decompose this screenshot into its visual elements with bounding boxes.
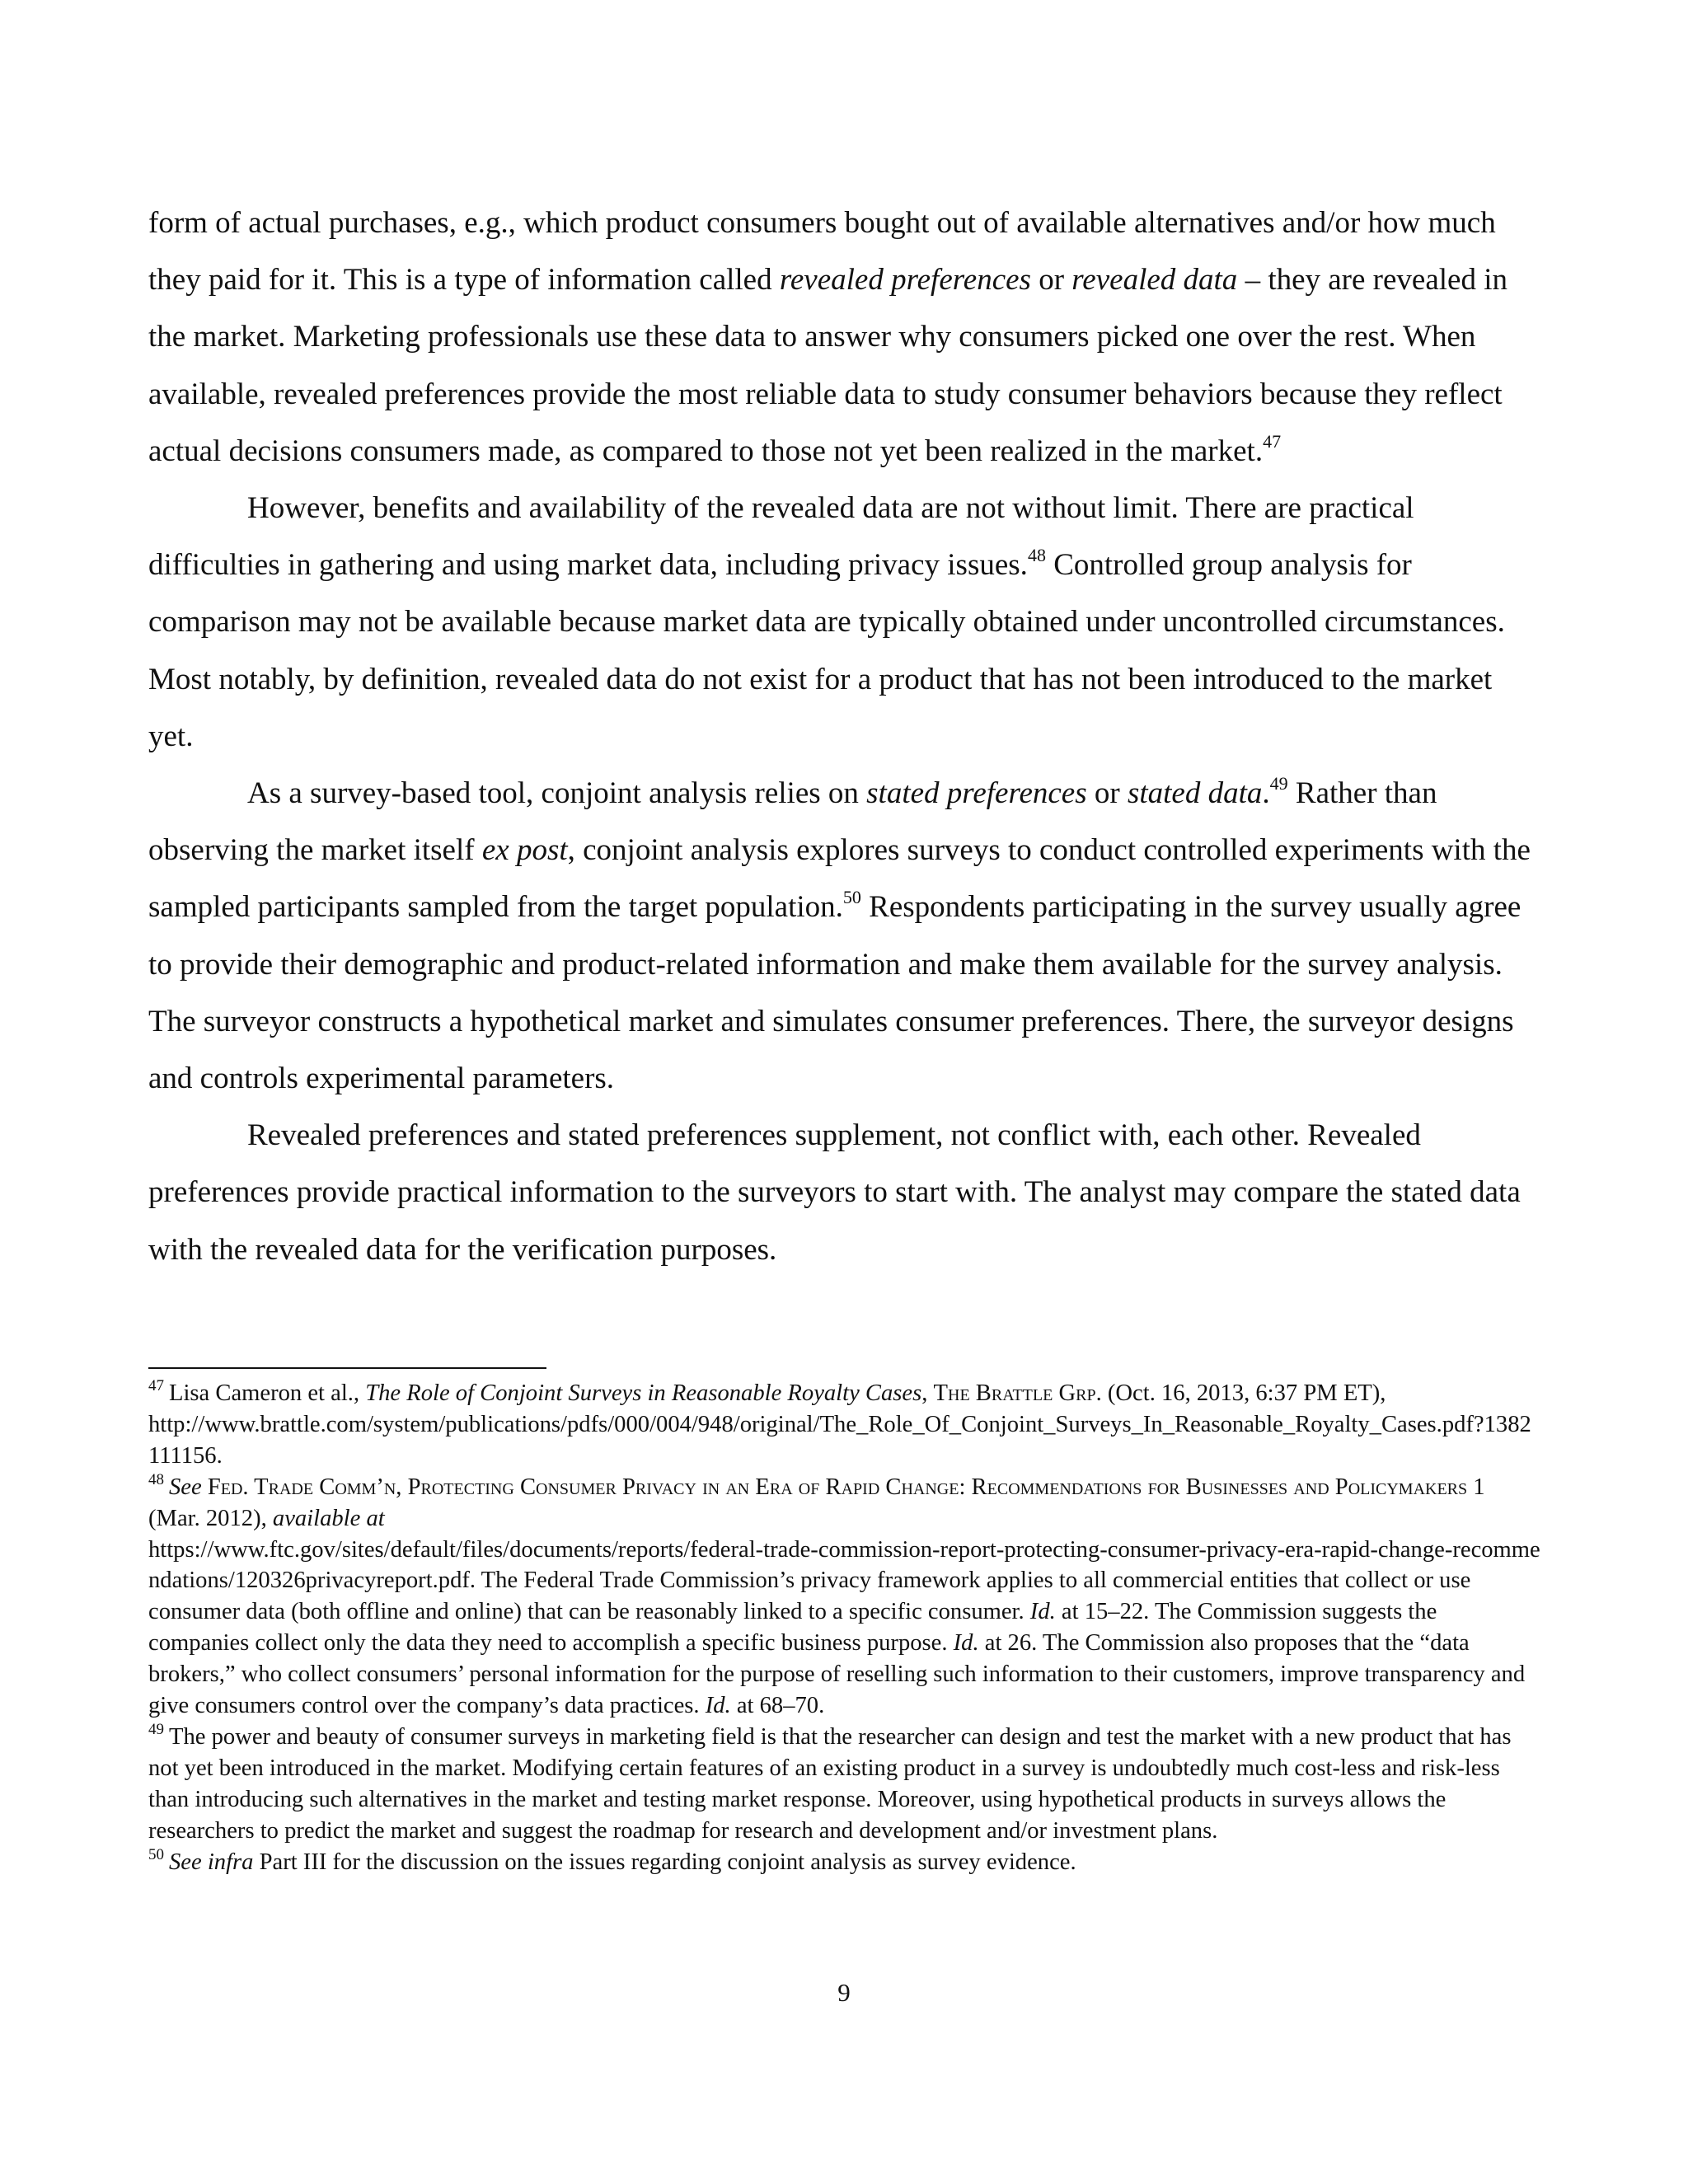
footnotes bbox=[148, 1378, 1541, 1878]
signal-word: See infra bbox=[169, 1849, 254, 1875]
text-run: Rather than observing the market itself bbox=[148, 776, 1437, 868]
paragraph-3 bbox=[148, 765, 1541, 1107]
id-signal: Id. bbox=[705, 1693, 731, 1719]
citation-url[interactable]: https://www.ftc.gov/sites/default/files/documents/reports/federal-trade-commission-report-protecting-consumer-privacy-era-rapid-change-recommendations/120326privacyreport.pdf. bbox=[148, 1536, 1540, 1594]
id-signal: Id. bbox=[1029, 1599, 1056, 1625]
text-run: form of actual purchases, e.g., which product consumers bought out of available alternatives and/or how much they paid for it. This is a type of information called bbox=[148, 206, 1496, 298]
italic-term: revealed data bbox=[1071, 263, 1238, 298]
text-run: Controlled group analysis for comparison may not be available because market data are typically obtained under uncontrolled circumstances. Most notably, by definition, revealed data do not exist for a product that has not been introduced to the market yet. bbox=[148, 548, 1505, 753]
text-run: . bbox=[1262, 776, 1270, 811]
footnote-number: 48 bbox=[148, 1470, 164, 1488]
text-run: 1 (Mar. 2012), bbox=[148, 1474, 1485, 1531]
footnote-50 bbox=[148, 1847, 1541, 1878]
footnote-ref-47[interactable]: 47 bbox=[1263, 430, 1282, 452]
footnote-ref-50[interactable]: 50 bbox=[842, 887, 861, 908]
footnote-ref-48[interactable]: 48 bbox=[1027, 545, 1046, 566]
italic-term: revealed preferences bbox=[779, 263, 1031, 298]
report-title: Fed. Trade Comm’n, Protecting Consumer Privacy in an Era of Rapid Change: Recommendations for Businesses and Policymakers bbox=[207, 1474, 1468, 1500]
signal-word: See bbox=[169, 1474, 202, 1500]
italic-term: stated preferences bbox=[866, 776, 1087, 811]
text-run: As a survey-based tool, conjoint analysis relies on bbox=[247, 776, 867, 811]
text-run: or bbox=[1030, 263, 1072, 298]
footnote-number: 47 bbox=[148, 1377, 164, 1394]
text-run: – they are revealed in the market. Marketing professionals use these data to answer why consumers picked one over the rest. When available, revealed preferences provide the most reliable data to study consumer behaviors because they reflect actual decisions consumers made, as compared to those not yet been realized in the market. bbox=[148, 263, 1508, 468]
text-run bbox=[202, 1474, 208, 1500]
footnote-separator bbox=[148, 1367, 546, 1369]
text-run: However, benefits and availability of the revealed data are not without limit. There are practical difficulties in gathering and using market data, including privacy issues. bbox=[148, 491, 1414, 583]
paragraph-1 bbox=[148, 194, 1541, 480]
signal-word: available at bbox=[272, 1505, 385, 1531]
paragraph-4 bbox=[148, 1107, 1541, 1278]
italic-term: stated data bbox=[1127, 776, 1263, 811]
text-run: or bbox=[1086, 776, 1128, 811]
text-run: The power and beauty of consumer surveys in marketing field is that the researcher can design and test the market with a new product that has not yet been introduced in the market. Modifying certain features of an existing product in a survey is undoubtedly much cost-less and risk-less than introducing such alternatives in the market and testing market response. Moreover, using hypothetical products in surveys allows the researchers to predict the market and suggest the roadmap for research and development and/or investment plans. bbox=[148, 1723, 1512, 1844]
citation-url[interactable]: http://www.brattle.com/system/publications/pdfs/000/004/948/original/The_Role_Of_Conjoint_Surveys_In_Reasonable_Royalty_Cases.pdf?1382111156. bbox=[148, 1411, 1531, 1469]
text-run: at 15–22. The Commission suggests the companies collect only the data they need to accomplish a specific business purpose. bbox=[148, 1599, 1437, 1657]
text-run: Respondents participating in the survey usually agree to provide their demographic and product-related information and make them available for the survey analysis. The surveyor constructs a hypothetical market and simulates consumer preferences. There, the surveyor designs and controls experimental parameters. bbox=[148, 890, 1522, 1096]
page-number: 9 bbox=[837, 1978, 851, 2007]
text-run: at 68–70. bbox=[730, 1693, 825, 1719]
text-run: , conjoint analysis explores surveys to conduct controlled experiments with the sampled participants sampled from the target population. bbox=[148, 833, 1531, 925]
footnote-48 bbox=[148, 1472, 1541, 1722]
text-run: The Federal Trade Commission’s privacy framework applies to all commercial entities that collect or use consumer data (both offline and online) that can be reasonably linked to a specific consumer. bbox=[148, 1568, 1471, 1625]
italic-term: ex post bbox=[481, 833, 568, 868]
text-run: Revealed preferences and stated preferences supplement, not conflict with, each other. Revealed preferences provide practical information to the surveyors to start with. The analyst may compare the stated data with the revealed data for the verification purposes. bbox=[148, 1118, 1521, 1267]
paragraph-2 bbox=[148, 480, 1541, 765]
text-run: Part III for the discussion on the issues regarding conjoint analysis as survey evidence. bbox=[253, 1849, 1076, 1875]
id-signal: Id. bbox=[953, 1630, 979, 1657]
footnote-49 bbox=[148, 1722, 1541, 1847]
footnote-47 bbox=[148, 1378, 1541, 1472]
text-run: at 26. The Commission also proposes that the “data brokers,” who collect consumers’ personal information for the purpose of reselling such information to their customers, improve transparency and give consumers control over the company’s data practices. bbox=[148, 1630, 1526, 1719]
footnote-number: 49 bbox=[148, 1720, 164, 1738]
text-run: (Oct. 16, 2013, 6:37 PM ET), bbox=[1101, 1380, 1386, 1406]
citation-title: The Role of Conjoint Surveys in Reasonable Royalty Cases bbox=[365, 1380, 922, 1406]
footnote-number: 50 bbox=[148, 1845, 164, 1863]
body-text bbox=[148, 194, 1541, 1278]
footnote-ref-49[interactable]: 49 bbox=[1269, 773, 1288, 794]
publisher-name: The Brattle Grp. bbox=[933, 1380, 1102, 1406]
text-run: Lisa Cameron et al., bbox=[169, 1380, 366, 1406]
text-run: , bbox=[921, 1380, 934, 1406]
